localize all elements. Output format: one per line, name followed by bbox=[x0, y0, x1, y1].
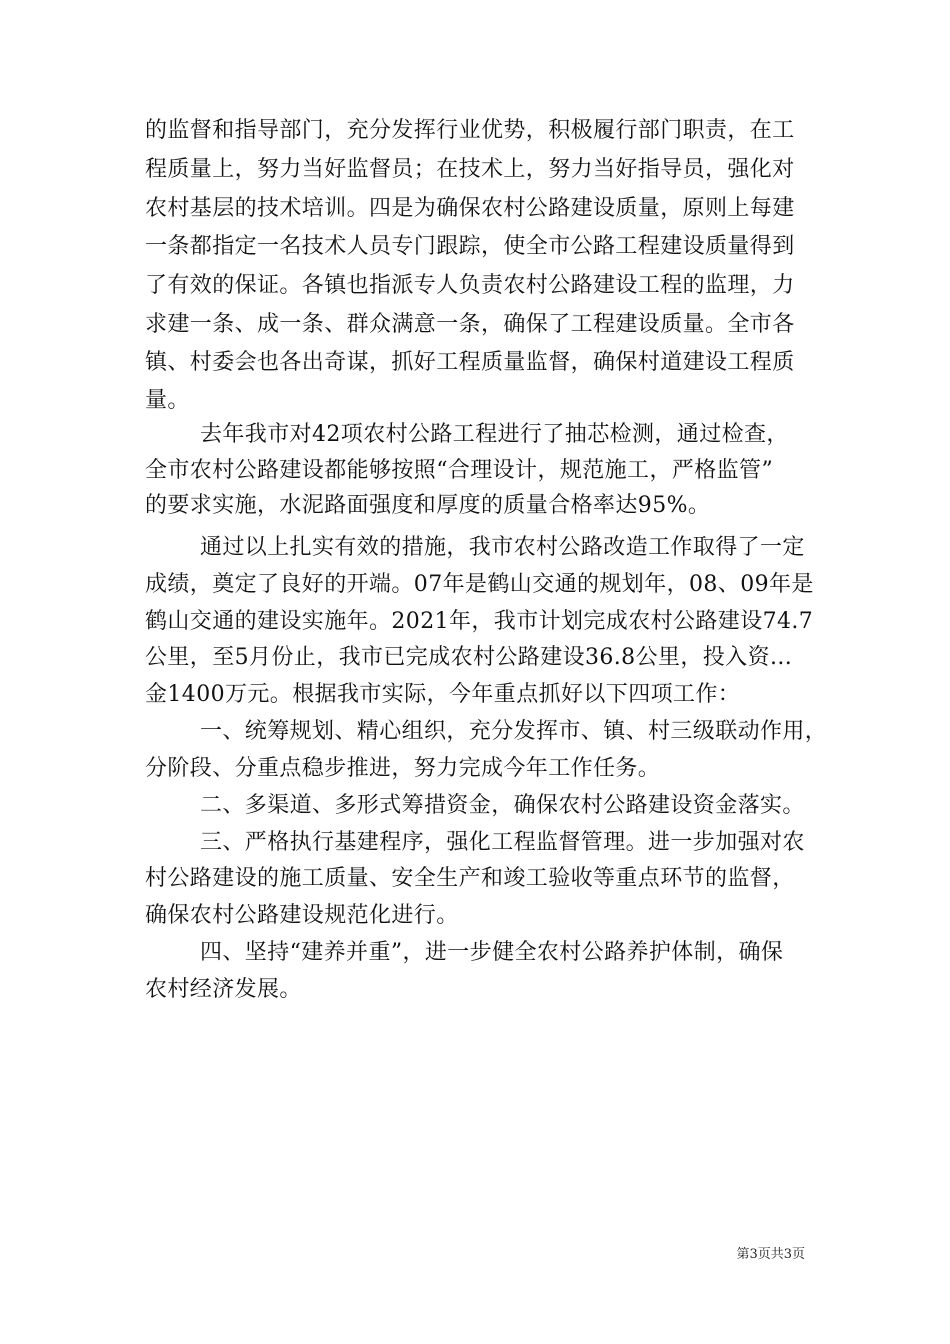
text-line-indent: 四、坚持“建养并重”，进一步健全农村公路养护体制，确保 bbox=[200, 940, 784, 965]
text-line: 量。 bbox=[145, 388, 190, 413]
text-line: 的要求实施，水泥路面强度和厚度的质量合格率达95%。 bbox=[145, 493, 711, 518]
text-line: 成绩，奠定了良好的开端。07年是鹤山交通的规划年，08、09年是 bbox=[145, 572, 814, 597]
text-line: 求建一条、成一条、群众满意一条，确保了工程建设质量。全市各 bbox=[145, 312, 795, 337]
text-line: 程质量上，努力当好监督员；在技术上，努力当好指导员，强化对 bbox=[145, 157, 795, 182]
text-line: 全市农村公路建设都能够按照“合理设计，规范施工，严格监管” bbox=[145, 458, 774, 483]
text-line: 确保农村公路建设规范化进行。 bbox=[145, 903, 459, 928]
text-line: 的监督和指导部门，充分发挥行业优势，积极履行部门职责，在工 bbox=[145, 118, 795, 143]
text-line: 分阶段、分重点稳步推进，努力完成今年工作任务。 bbox=[145, 756, 661, 781]
page-number: 第3页共3页 bbox=[736, 1247, 805, 1262]
text-line: 公里，至5月份止，我市已完成农村公路建设36.8公里，投入资... bbox=[145, 645, 793, 670]
text-line: 农村基层的技术培训。四是为确保农村公路建设质量，原则上每建 bbox=[145, 196, 795, 221]
text-line-indent: 一、统筹规划、精心组织，充分发挥市、镇、村三级联动作用， bbox=[200, 719, 828, 744]
text-line-indent: 去年我市对42项农村公路工程进行了抽芯检测，通过检查， bbox=[200, 422, 789, 447]
text-line: 农村经济发展。 bbox=[145, 977, 302, 1002]
text-line-indent: 通过以上扎实有效的措施，我市农村公路改造工作取得了一定 bbox=[200, 535, 805, 560]
text-line: 镇、村委会也各出奇谋，抓好工程质量监督，确保村道建设工程质 bbox=[145, 350, 795, 375]
text-line: 村公路建设的施工质量、安全生产和竣工验收等重点环节的监督， bbox=[145, 866, 795, 891]
text-line-indent: 二、多渠道、多形式筹措资金，确保农村公路建设资金落实。 bbox=[200, 793, 805, 818]
text-line: 了有效的保证。各镇也指派专人负责农村公路建设工程的监理，力 bbox=[145, 273, 795, 298]
text-line: 一条都指定一名技术人员专门跟踪，使全市公路工程建设质量得到 bbox=[145, 234, 795, 259]
text-line: 金1400万元。根据我市实际，今年重点抓好以下四项工作： bbox=[145, 682, 741, 707]
text-line: 鹤山交通的建设实施年。2021年，我市计划完成农村公路建设74.7 bbox=[145, 609, 814, 634]
text-line-indent: 三、严格执行基建程序，强化工程监督管理。进一步加强对农 bbox=[200, 830, 805, 855]
